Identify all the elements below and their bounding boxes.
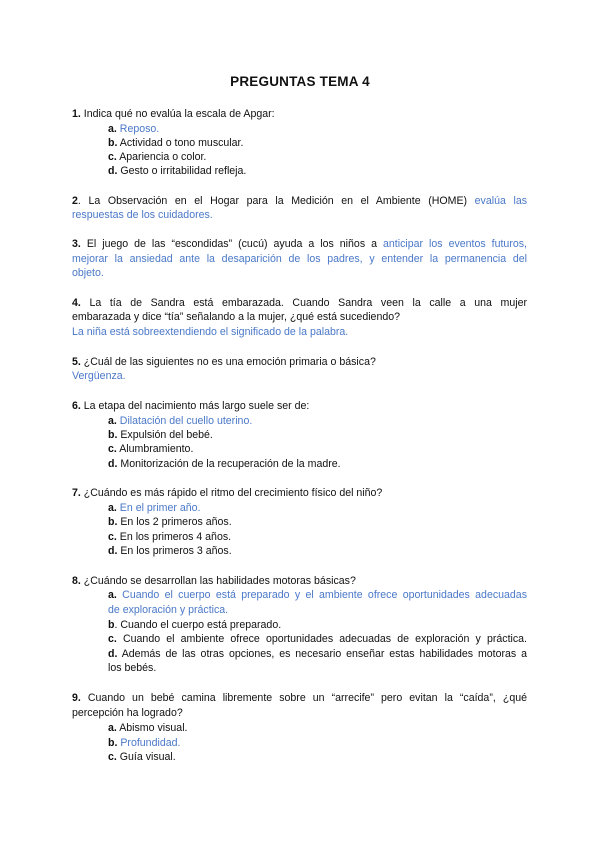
question-8 — [72, 574, 527, 588]
question-7-option-d — [108, 544, 527, 558]
question-6-option-a — [108, 414, 527, 428]
option-text: Abismo visual. — [116, 722, 188, 734]
question-4-line-2: embarazada y dice “tía” señalando a la mujer, ¿qué está sucediendo? — [72, 311, 401, 323]
option-text: Alumbramiento. — [116, 443, 194, 455]
question-7-option-a — [108, 501, 527, 515]
option-text: Guía visual. — [116, 751, 176, 763]
option-text: Cuando el ambiente ofrece oportunidades adecuadas de exploración y práctica. — [116, 633, 527, 645]
option-text: Actividad o tono muscular. — [117, 137, 244, 149]
page-title: PREGUNTAS TEMA 4 — [230, 74, 370, 89]
answer-text: anticipar los eventos futuros, — [383, 238, 527, 250]
option-letter: c. — [108, 151, 117, 163]
question-text: . La Observación en el Hogar para la Medición en el Ambiente (HOME) — [77, 195, 468, 207]
option-text: . Cuando el cuerpo está preparado. — [114, 619, 282, 631]
option-letter: a. — [108, 123, 117, 135]
question-1-option-c — [108, 150, 527, 164]
option-letter: a. — [108, 415, 117, 427]
question-1-option-d — [108, 164, 527, 178]
question-3 — [72, 237, 527, 251]
option-letter: d. — [108, 165, 118, 177]
option-letter: b. — [108, 737, 118, 749]
question-text: ¿Cuándo es más rápido el ritmo del crecimiento físico del niño? — [80, 487, 383, 499]
question-8-option-d — [108, 647, 527, 661]
question-4-answer: La niña está sobreextendiendo el significado de la palabra. — [72, 326, 349, 338]
question-6-option-c — [108, 442, 527, 456]
answer-text: Cuando el cuerpo está preparado y el ambiente ofrece oportunidades adecuadas — [116, 589, 527, 601]
question-8-option-a-line-2: de exploración y práctica. — [108, 604, 229, 616]
option-letter: a. — [108, 589, 117, 601]
question-9-option-a — [108, 721, 527, 735]
question-1 — [72, 107, 527, 121]
option-text: En los primeros 3 años. — [117, 545, 232, 557]
question-8-option-c — [108, 632, 527, 646]
question-number: 4. — [72, 297, 81, 309]
question-8-option-b — [108, 618, 527, 632]
option-letter: b. — [108, 137, 118, 149]
answer-text: Dilatación del cuello uterino. — [116, 415, 253, 427]
question-1-option-b — [108, 136, 527, 150]
question-text: ¿Cuál de las siguientes no es una emoción primaria o básica? — [80, 356, 376, 368]
option-text: Además de las otras opciones, es necesario enseñar estas habilidades motoras a — [117, 648, 527, 660]
option-text: Expulsión del bebé. — [117, 429, 213, 441]
question-text: La tía de Sandra está embarazada. Cuando Sandra veen la calle a una mujer — [80, 297, 527, 309]
question-6 — [72, 399, 527, 413]
question-6-option-d — [108, 457, 527, 471]
question-2 — [72, 194, 527, 208]
option-letter: c. — [108, 443, 117, 455]
question-number: 6. — [72, 400, 81, 412]
option-letter: d. — [108, 648, 118, 660]
option-text: Apariencia o color. — [116, 151, 207, 163]
answer-text: Reposo. — [116, 123, 160, 135]
option-text: En los primeros 4 años. — [116, 531, 232, 543]
option-letter: a. — [108, 722, 117, 734]
question-number: 2 — [72, 195, 78, 207]
option-text: En los 2 primeros años. — [117, 516, 232, 528]
question-number: 8. — [72, 575, 81, 587]
question-9-line-2: percepción ha logrado? — [72, 707, 183, 719]
question-5 — [72, 355, 527, 369]
question-6-option-b — [108, 428, 527, 442]
question-3-answer-line: mejorar la ansiedad ante la desaparición de los padres, y entender la permanencia del — [72, 253, 527, 265]
option-letter: a. — [108, 502, 117, 514]
option-letter: d. — [108, 545, 118, 557]
answer-text: evalúa las — [474, 195, 528, 207]
question-text: Indica qué no evalúa la escala de Apgar: — [80, 108, 275, 120]
question-7-option-b — [108, 515, 527, 529]
question-7-option-c — [108, 530, 527, 544]
question-9 — [72, 691, 527, 705]
question-text: ¿Cuándo se desarrollan las habilidades motoras básicas? — [80, 575, 356, 587]
answer-text: Profundidad. — [117, 737, 181, 749]
option-letter: c. — [108, 633, 117, 645]
question-5-answer: Vergüenza. — [72, 370, 126, 382]
question-8-option-a — [108, 588, 527, 602]
question-number: 5. — [72, 356, 81, 368]
option-letter: c. — [108, 751, 117, 763]
question-text: El juego de las “escondidas” (cucú) ayuda a los niños a — [80, 238, 377, 250]
option-letter: c. — [108, 531, 117, 543]
question-3-answer-line: objeto. — [72, 267, 104, 279]
question-7 — [72, 486, 527, 500]
question-9-option-c — [108, 750, 527, 764]
option-letter: d. — [108, 458, 118, 470]
question-number: 1. — [72, 108, 81, 120]
question-4 — [72, 296, 527, 310]
question-8-option-d-line-2: los bebés. — [108, 662, 157, 674]
question-9-option-b — [108, 736, 527, 750]
question-text: La etapa del nacimiento más largo suele ser de: — [80, 400, 310, 412]
question-text: Cuando un bebé camina libremente sobre un “arrecife” pero evitan la “caída”, ¿qué — [80, 692, 527, 704]
option-text: Monitorización de la recuperación de la madre. — [117, 458, 341, 470]
question-2-answer — [72, 208, 527, 222]
option-letter: b. — [108, 429, 118, 441]
option-letter: b — [108, 619, 115, 631]
option-letter: b. — [108, 516, 118, 528]
option-text: Gesto o irritabilidad refleja. — [117, 165, 247, 177]
question-number: 7. — [72, 487, 81, 499]
answer-text: respuestas de los cuidadores. — [72, 209, 213, 221]
question-1-option-a — [108, 122, 527, 136]
question-number: 3. — [72, 238, 81, 250]
answer-text: En el primer año. — [116, 502, 201, 514]
question-number: 9. — [72, 692, 81, 704]
